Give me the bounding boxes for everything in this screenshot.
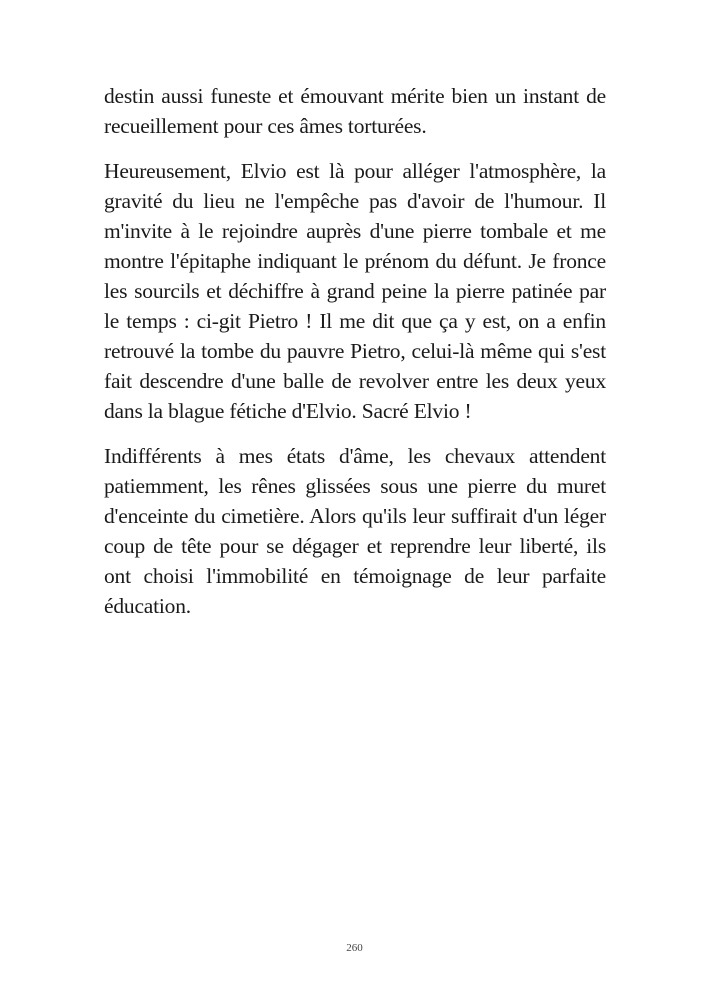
body-text: [104, 81, 606, 636]
paragraph-3: Indifférents à mes états d'âme, les chevaux attendent patiemment, les rênes glissées sous une pierre du muret d'enceinte du cimetière. Alors qu'ils leur suffirait d'un léger coup de tête pour se dégager et reprendre leur liberté, ils ont choisi l'immobilité en témoignage de leur parfaite éducation.: [104, 444, 606, 618]
page-number: 260: [346, 942, 363, 954]
paragraph-1: destin aussi funeste et émouvant mérite bien un instant de recueillement pour ces âmes torturées.: [104, 84, 606, 138]
paragraph-2: Heureusement, Elvio est là pour alléger l'atmosphère, la gravité du lieu ne l'empêche pas d'avoir de l'humour. Il m'invite à le rejoindre auprès d'une pierre tombale et me montre l'épitaphe indiquant le prénom du défunt. Je fronce les sourcils et déchiffre à grand peine la pierre patinée par le temps : ci-git Pietro ! Il me dit que ça y est, on a enfin retrouvé la tombe du pauvre Pietro, celui-là même qui s'est fait descendre d'une balle de revolver entre les deux yeux dans la blague fétiche d'Elvio. Sacré Elvio !: [104, 159, 606, 423]
